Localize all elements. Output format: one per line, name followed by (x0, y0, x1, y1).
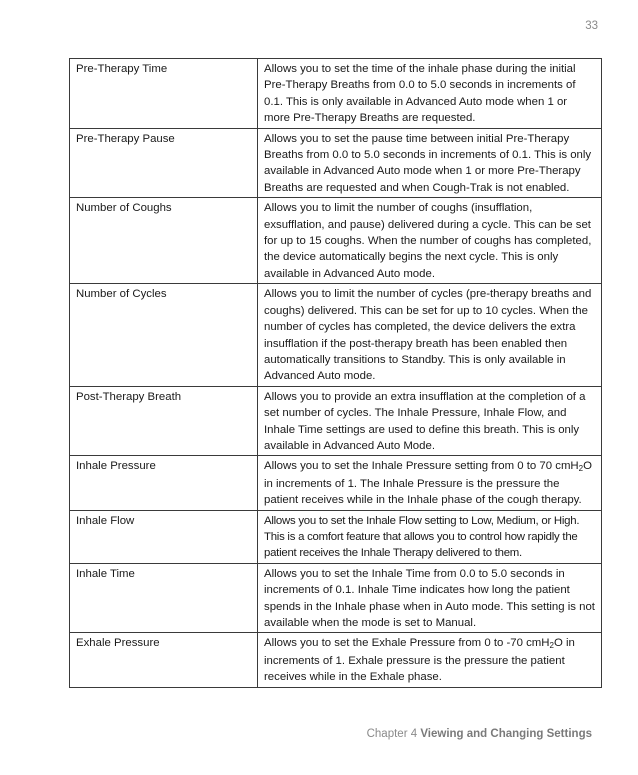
table-row (70, 284, 602, 386)
setting-description: Allows you to limit the number of coughs (insufflation, exsufflation, and pause) delivered during a cycle. This can be set for up to 15 coughs. When the number of coughs has completed, the device automatically begins the next cycle. This is only available in Advanced Auto mode. (258, 198, 602, 284)
setting-name: Inhale Flow (70, 510, 258, 563)
table-row (70, 198, 602, 284)
setting-description: Allows you to set the Inhale Flow setting to Low, Medium, or High. This is a comfort feature that allows you to control how rapidly the patient receives the Inhale Therapy delivered to them. (258, 510, 602, 563)
table-row (70, 510, 602, 563)
table-row (70, 456, 602, 510)
setting-name: Post-Therapy Breath (70, 386, 258, 456)
page-footer (367, 728, 592, 740)
table-row (70, 59, 602, 129)
setting-description: Allows you to set the pause time between initial Pre-Therapy Breaths from 0.0 to 5.0 seconds in increments of 0.1. This is only available in Advanced Auto mode when 1 or more Pre-Therapy Breaths are requested and when Cough-Trak is not enabled. (258, 128, 602, 198)
setting-description: Allows you to provide an extra insufflation at the completion of a set number of cycles. The Inhale Pressure, Inhale Flow, and Inhale Time settings are used to define this breath. This is only available in Advanced Auto Mode. (258, 386, 602, 456)
setting-description: Allows you to set the time of the inhale phase during the initial Pre-Therapy Breaths from 0.0 to 5.0 seconds in increments of 0.1. This is only available in Advanced Auto mode when 1 or more Pre-Therapy Breaths are requested. (258, 59, 602, 129)
table-row (70, 563, 602, 633)
description-text: O in increments of 1. Exhale pressure is the pressure the patient receives while in the Exhale phase. (264, 637, 575, 684)
table-row (70, 386, 602, 456)
setting-description (258, 456, 602, 510)
description-text: Allows you to set the Inhale Pressure setting from 0 to 70 cmH (264, 460, 579, 473)
footer-chapter: Chapter 4 (366, 728, 418, 740)
subscript: 2 (549, 641, 554, 651)
table-row (70, 633, 602, 687)
setting-description (258, 633, 602, 687)
description-text: O in increments of 1. The Inhale Pressure is the pressure the patient receives while in the Inhale phase of the cough therapy. (264, 460, 592, 507)
setting-name: Pre-Therapy Pause (70, 128, 258, 198)
description-text: Allows you to set the Exhale Pressure from 0 to -70 cmH (264, 637, 550, 650)
settings-table (69, 58, 602, 688)
setting-name: Inhale Time (70, 563, 258, 633)
setting-name: Pre-Therapy Time (70, 59, 258, 129)
subscript: 2 (578, 464, 584, 474)
page-number: 33 (585, 20, 598, 32)
setting-name: Inhale Pressure (70, 456, 258, 510)
table-row (70, 128, 602, 198)
footer-section: Viewing and Changing Settings (420, 728, 592, 740)
setting-name: Number of Coughs (70, 198, 258, 284)
setting-description: Allows you to set the Inhale Time from 0.0 to 5.0 seconds in increments of 0.1. Inhale Time indicates how long the patient spends in the Inhale phase when in Auto mode. This setting is not available when the mode is set to Manual. (258, 563, 602, 633)
setting-name: Number of Cycles (70, 284, 258, 386)
setting-description: Allows you to limit the number of cycles (pre-therapy breaths and coughs) delivered. This can be set for up to 10 cycles. When the number of cycles has completed, the device delivers the extra insufflation if the post-therapy breath has been enabled then automatically transitions to Standby. This is only available in Advanced Auto mode. (258, 284, 602, 386)
setting-name: Exhale Pressure (70, 633, 258, 687)
